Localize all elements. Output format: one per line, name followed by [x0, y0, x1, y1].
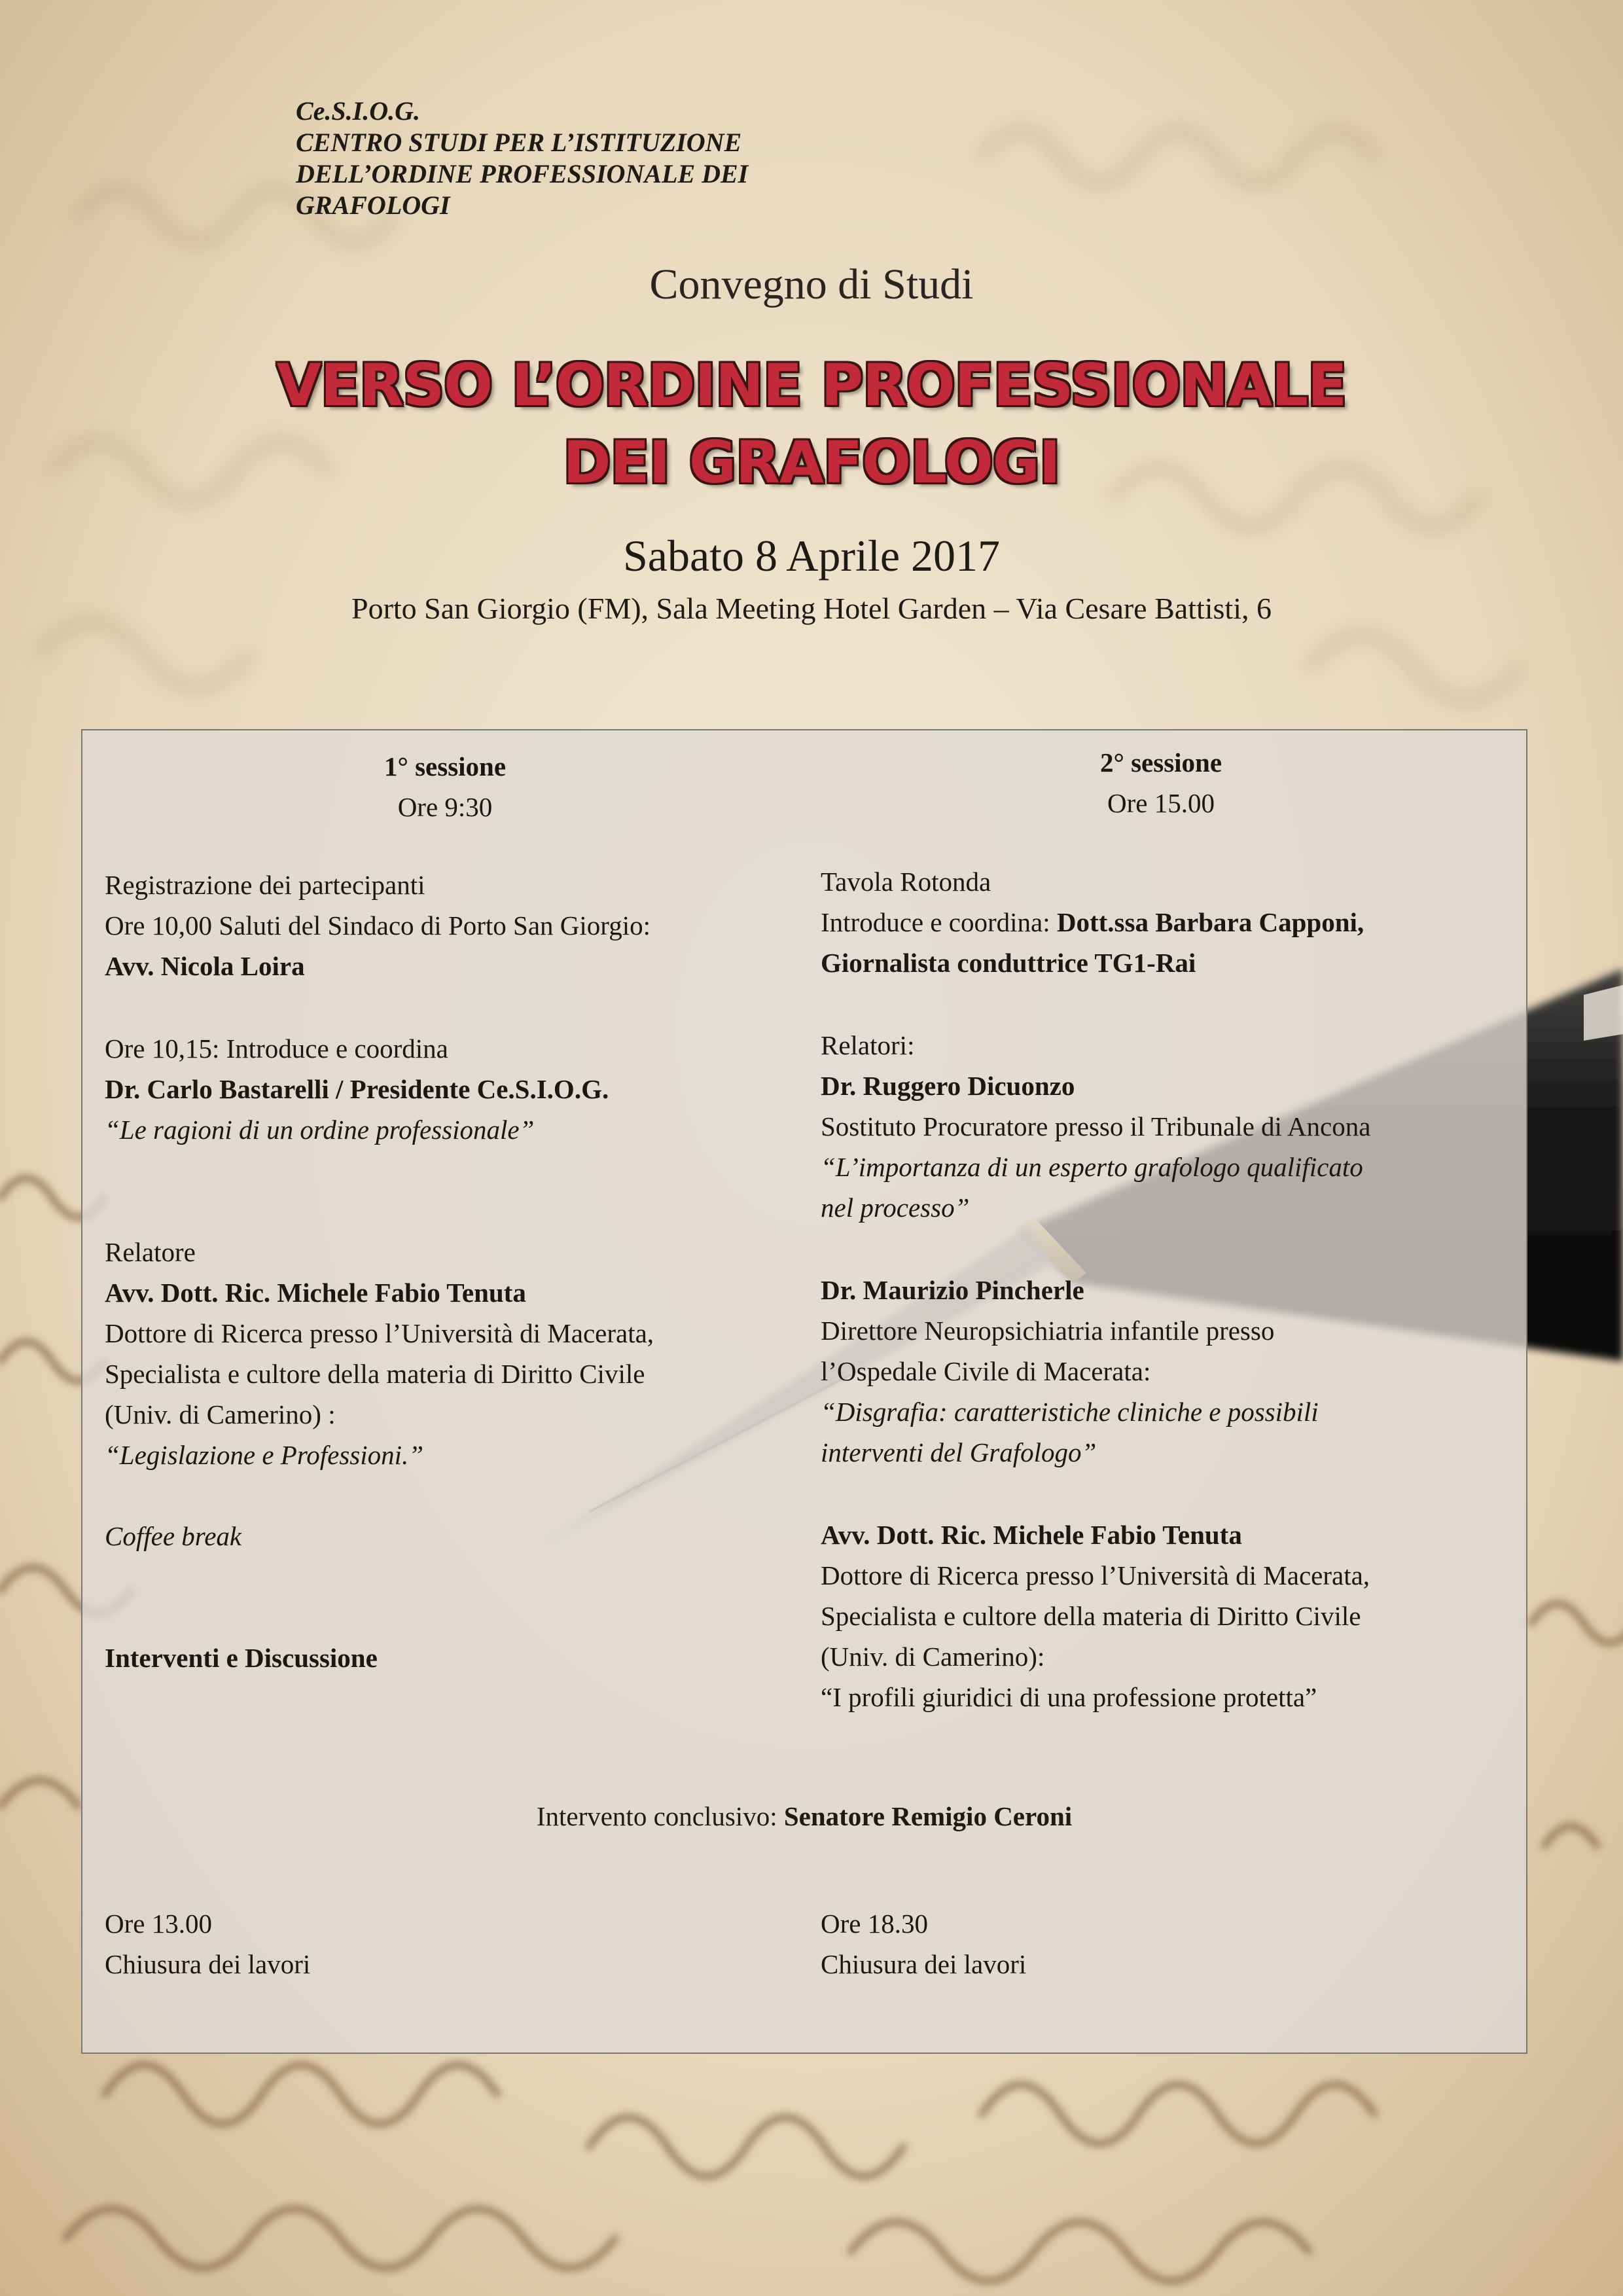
- roundtable: Tavola Rotonda: [821, 867, 991, 897]
- speaker-1-talk: nel processo”: [821, 1193, 970, 1223]
- coffee-break: Coffee break: [105, 1521, 242, 1551]
- speaker-role: Specialista e cultore della materia di Diritto Civile: [105, 1359, 645, 1389]
- closing-speech: [82, 1796, 1526, 1837]
- speaker-1-talk: “L’importanza di un esperto grafologo qualificato: [821, 1152, 1363, 1182]
- event-type: Convegno di Studi: [649, 260, 974, 308]
- speaker-role: Dottore di Ricerca presso l’Università di Macerata,: [105, 1318, 654, 1348]
- event-venue: Porto San Giorgio (FM), Sala Meeting Hotel Garden – Via Cesare Battisti, 6: [351, 592, 1272, 625]
- session-1-time: Ore 9:30: [397, 792, 493, 822]
- event-title-line2: DEI GRAFOLOGI: [563, 429, 1060, 496]
- speaker-3-role: Dottore di Ricerca presso l’Università di Macerata,: [821, 1560, 1370, 1590]
- intro-label: Introduce e coordina:: [821, 907, 1057, 937]
- greetings: Ore 10,00 Saluti del Sindaco di Porto San Giorgio:: [105, 910, 651, 941]
- discussion: Interventi e Discussione: [105, 1643, 378, 1673]
- speaker-3-role: Specialista e cultore della materia di Diritto Civile: [821, 1601, 1361, 1631]
- roundtable-intro: [821, 902, 1514, 942]
- session-1-end-time: Ore 13.00: [105, 1909, 212, 1939]
- speaker-name: Avv. Dott. Ric. Michele Fabio Tenuta: [105, 1278, 526, 1308]
- speakers-label: Relatori:: [821, 1030, 915, 1060]
- speaker-label: Relatore: [105, 1237, 196, 1267]
- closing-name: Senatore Remigio Ceroni: [783, 1801, 1073, 1831]
- intro-role: Giornalista conduttrice TG1-Rai: [821, 948, 1196, 978]
- org-line: DELL’ORDINE PROFESSIONALE DEI: [296, 159, 749, 188]
- speaker-3-name: Avv. Dott. Ric. Michele Fabio Tenuta: [821, 1520, 1242, 1550]
- session-2-time: Ore 15.00: [1107, 788, 1215, 818]
- session-1-title: 1° sessione: [383, 751, 507, 781]
- event-title: [0, 347, 1623, 501]
- event-title-line1: VERSO L’ORDINE PROFESSIONALE: [276, 351, 1347, 419]
- intro-name: Dott.ssa Barbara Capponi,: [1056, 907, 1364, 937]
- organization-header: [296, 96, 885, 221]
- session-2-end-time: Ore 18.30: [821, 1909, 928, 1939]
- speaker-role: (Univ. di Camerino) :: [105, 1399, 336, 1429]
- speaker-1-role: Sostituto Procuratore presso il Tribunale di Ancona: [821, 1111, 1371, 1141]
- session-2-end-label: Chiusura dei lavori: [821, 1949, 1027, 1979]
- moderator-name: Dr. Carlo Bastarelli / Presidente Ce.S.I.O.G.: [105, 1074, 609, 1104]
- registration: Registrazione dei partecipanti: [105, 870, 425, 900]
- speaker-2-talk: “Disgrafia: caratteristiche cliniche e possibili: [821, 1397, 1319, 1427]
- speaker-2-role: l’Ospedale Civile di Macerata:: [821, 1356, 1151, 1386]
- event-date: Sabato 8 Aprile 2017: [622, 531, 1001, 581]
- session-1-end-label: Chiusura dei lavori: [105, 1949, 311, 1979]
- speaker-3-talk: “I profili giuridici di una professione protetta”: [821, 1682, 1317, 1712]
- org-line: GRAFOLOGI: [296, 190, 450, 220]
- speaker-2-name: Dr. Maurizio Pincherle: [821, 1275, 1084, 1305]
- session-2-title: 2° sessione: [1099, 747, 1222, 778]
- moderator-talk: “Le ragioni di un ordine professionale”: [105, 1115, 535, 1145]
- org-line: CENTRO STUDI PER L’ISTITUZIONE: [296, 128, 742, 157]
- speaker-talk: “Legislazione e Professioni.”: [105, 1440, 424, 1470]
- speaker-2-talk: interventi del Grafologo”: [821, 1437, 1097, 1467]
- org-line: Ce.S.I.O.G.: [296, 96, 421, 126]
- speaker-2-role: Direttore Neuropsichiatria infantile presso: [821, 1316, 1275, 1346]
- speaker-1-name: Dr. Ruggero Dicuonzo: [821, 1071, 1075, 1101]
- intro-label: Ore 10,15: Introduce e coordina: [105, 1033, 448, 1064]
- closing-label: Intervento conclusivo:: [536, 1801, 784, 1831]
- program-panel: [81, 729, 1527, 2054]
- speaker-3-role: (Univ. di Camerino):: [821, 1641, 1045, 1672]
- mayor-name: Avv. Nicola Loira: [105, 951, 305, 981]
